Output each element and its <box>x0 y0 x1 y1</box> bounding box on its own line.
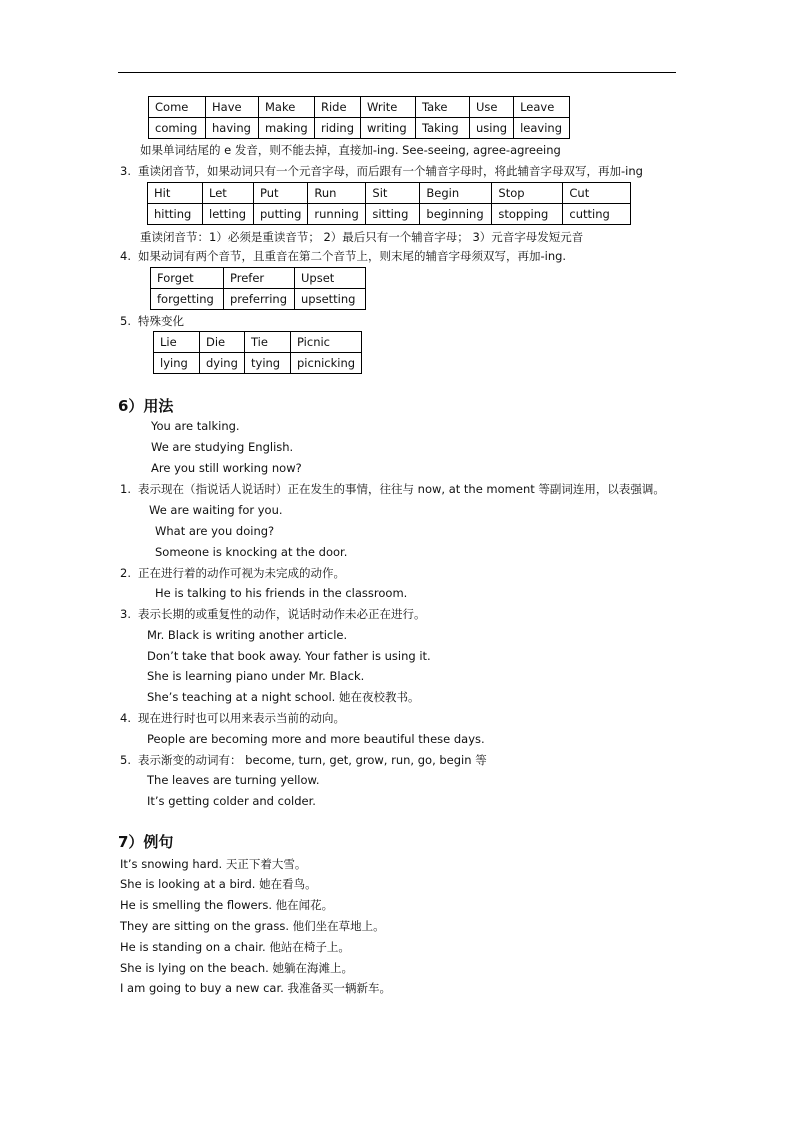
ing-table-double-consonant <box>147 182 631 225</box>
example-sentence: What are you doing? <box>155 524 275 538</box>
note-stressed-closed-syllable: 重读闭音节：1）必须是重读音节； 2）最后只有一个辅音字母； 3）元音字母发短元音 <box>140 230 584 244</box>
table-cell: Lie <box>154 332 200 353</box>
example-sentence: He is talking to his friends in the classroom. <box>155 586 408 600</box>
example-sentence: You are talking. <box>151 419 240 433</box>
example-sentence: It’s snowing hard. 天正下着大雪。 <box>120 857 307 871</box>
example-sentence: He is standing on a chair. 他站在椅子上。 <box>120 940 350 954</box>
example-sentence: We are waiting for you. <box>149 503 283 517</box>
example-sentence: People are becoming more and more beautiful these days. <box>147 732 485 746</box>
ing-table-two-syllable <box>150 267 366 310</box>
table-cell: picnicking <box>291 353 362 374</box>
rule-text: 表示长期的或重复性的动作，说话时动作未必正在进行。 <box>138 607 426 621</box>
table-cell: Die <box>200 332 245 353</box>
example-sentence: She’s teaching at a night school. 她在夜校教书。 <box>147 690 420 704</box>
table-row <box>151 268 366 289</box>
example-sentence: He is smelling the flowers. 他在闻花。 <box>120 898 334 912</box>
table-cell: writing <box>361 118 416 139</box>
table-cell: upsetting <box>295 289 366 310</box>
rule-number: 4. <box>120 711 131 725</box>
table-cell: Put <box>254 183 308 204</box>
table-cell: dying <box>200 353 245 374</box>
usage-1 <box>120 481 665 497</box>
rule-text: 现在进行时也可以用来表示当前的动向。 <box>138 711 345 725</box>
example-sentence: She is looking at a bird. 她在看鸟。 <box>120 877 317 891</box>
usage-5 <box>120 752 487 768</box>
header-rule <box>118 72 676 73</box>
table-row <box>149 97 570 118</box>
rule-number: 3. <box>120 164 131 178</box>
table-cell: Stop <box>492 183 563 204</box>
table-cell: Taking <box>416 118 470 139</box>
rule-number: 5. <box>120 314 131 328</box>
usage-2 <box>120 565 345 581</box>
table-cell: Ride <box>315 97 361 118</box>
table-cell: Run <box>308 183 366 204</box>
table-cell: making <box>259 118 315 139</box>
rule-4 <box>120 248 566 264</box>
rule-text: 表示渐变的动词有： become, turn, get, grow, run, go, begin 等 <box>138 753 487 767</box>
example-sentence: She is learning piano under Mr. Black. <box>147 669 365 683</box>
table-row <box>149 118 570 139</box>
ing-table-special <box>153 331 362 374</box>
section-7-heading: 7）例句 <box>118 833 174 851</box>
rule-number: 1. <box>120 482 131 496</box>
example-sentence: Someone is knocking at the door. <box>155 545 348 559</box>
table-cell: beginning <box>420 204 492 225</box>
rule-text: 正在进行着的动作可视为未完成的动作。 <box>138 566 345 580</box>
table-cell: lying <box>154 353 200 374</box>
usage-3 <box>120 606 426 622</box>
table-cell: cutting <box>563 204 631 225</box>
rule-number: 4. <box>120 249 131 263</box>
table-cell: sitting <box>366 204 420 225</box>
usage-4 <box>120 710 345 726</box>
example-sentence: The leaves are turning yellow. <box>147 773 320 787</box>
rule-number: 2. <box>120 566 131 580</box>
table-cell: Write <box>361 97 416 118</box>
example-sentence: I am going to buy a new car. 我准备买一辆新车。 <box>120 981 391 995</box>
table-cell: Forget <box>151 268 224 289</box>
rule-text: 重读闭音节，如果动词只有一个元音字母，而后跟有一个辅音字母时，将此辅音字母双写，再加-ing <box>138 164 643 178</box>
rule-number: 5. <box>120 753 131 767</box>
table-cell: hitting <box>148 204 203 225</box>
rule-number: 3. <box>120 607 131 621</box>
table-row <box>151 289 366 310</box>
rule-5 <box>120 313 184 329</box>
ing-table-drop-e <box>148 96 570 139</box>
example-sentence: Don’t take that book away. Your father is using it. <box>147 649 431 663</box>
rule-3 <box>120 163 643 179</box>
table-cell: stopping <box>492 204 563 225</box>
example-sentence: Mr. Black is writing another article. <box>147 628 348 642</box>
table-cell: riding <box>315 118 361 139</box>
example-sentence: We are studying English. <box>151 440 294 454</box>
table-cell: Use <box>470 97 514 118</box>
table-cell: Leave <box>514 97 570 118</box>
table-cell: Upset <box>295 268 366 289</box>
table-cell: having <box>206 118 259 139</box>
example-sentence: She is lying on the beach. 她躺在海滩上。 <box>120 961 353 975</box>
table-row <box>148 183 631 204</box>
table-cell: Take <box>416 97 470 118</box>
table-cell: tying <box>245 353 291 374</box>
table-cell: Cut <box>563 183 631 204</box>
table-cell: Tie <box>245 332 291 353</box>
table-cell: Sit <box>366 183 420 204</box>
table-cell: using <box>470 118 514 139</box>
table-cell: leaving <box>514 118 570 139</box>
table-cell: running <box>308 204 366 225</box>
example-sentence: It’s getting colder and colder. <box>147 794 316 808</box>
table-cell: Prefer <box>224 268 295 289</box>
example-sentence: Are you still working now? <box>151 461 302 475</box>
rule-text: 特殊变化 <box>138 314 184 328</box>
table-row <box>154 353 362 374</box>
table-row <box>154 332 362 353</box>
table-cell: forgetting <box>151 289 224 310</box>
rule-text: 如果动词有两个音节，且重音在第二个音节上，则末尾的辅音字母须双写，再加-ing. <box>138 249 567 263</box>
table-cell: Let <box>203 183 254 204</box>
table-cell: Begin <box>420 183 492 204</box>
table-cell: Come <box>149 97 206 118</box>
example-sentence: They are sitting on the grass. 他们坐在草地上。 <box>120 919 385 933</box>
table-cell: Have <box>206 97 259 118</box>
table-cell: coming <box>149 118 206 139</box>
rule-text: 表示现在（指说话人说话时）正在发生的事情，往往与 now, at the moment 等副词连用，以表强调。 <box>138 482 665 496</box>
table-cell: preferring <box>224 289 295 310</box>
table-row <box>148 204 631 225</box>
table-cell: putting <box>254 204 308 225</box>
table-cell: Make <box>259 97 315 118</box>
table-cell: Hit <box>148 183 203 204</box>
table-cell: Picnic <box>291 332 362 353</box>
table-cell: letting <box>203 204 254 225</box>
note-e-pronounced: 如果单词结尾的 e 发音，则不能去掉，直接加-ing. See-seeing, agree-agreeing <box>140 143 561 157</box>
section-6-heading: 6）用法 <box>118 397 174 415</box>
